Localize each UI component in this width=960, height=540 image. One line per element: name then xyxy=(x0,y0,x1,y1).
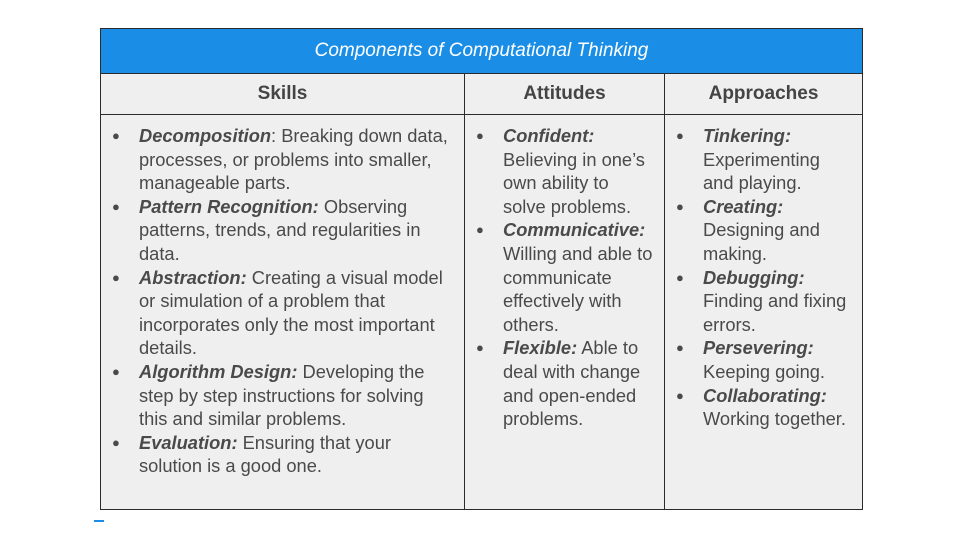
attitude-desc: Able to deal with change and open-ended problems. xyxy=(503,337,641,430)
header-approaches: Approaches xyxy=(664,73,862,115)
attitudes-list xyxy=(465,115,664,431)
skill-desc: Creating a visual model or simulation of a problem that incorporates only the most important details. xyxy=(139,266,443,359)
skill-term: Algorithm Design: xyxy=(139,360,298,382)
list-item xyxy=(109,266,456,360)
approach-desc: Working together. xyxy=(703,408,846,430)
skill-term: Abstraction: xyxy=(139,266,247,288)
list-item xyxy=(109,360,456,431)
list-item xyxy=(473,218,656,336)
skill-term: Decomposition xyxy=(139,125,272,146)
approaches-list xyxy=(665,115,862,431)
skill-desc: Observing patterns, trends, and regularities in data. xyxy=(139,195,421,264)
attitudes-cell xyxy=(464,115,664,509)
approach-term: Creating: xyxy=(703,195,784,217)
list-item xyxy=(673,266,854,337)
table-title: Components of Computational Thinking xyxy=(101,29,862,74)
approaches-cell xyxy=(664,115,862,509)
skill-desc: Ensuring that your solution is a good one. xyxy=(139,431,391,477)
approach-term: Debugging: xyxy=(703,266,805,288)
approach-desc: Keeping going. xyxy=(703,360,825,382)
approach-desc: Designing and making. xyxy=(703,219,820,264)
list-item xyxy=(473,336,656,430)
list-item xyxy=(673,336,854,383)
attitude-desc: Willing and able to communicate effectively with others. xyxy=(503,242,653,335)
skill-desc: Developing the step by step instructions for solving this and similar problems. xyxy=(139,360,425,430)
list-item xyxy=(673,124,854,195)
list-item xyxy=(109,124,456,195)
skills-list xyxy=(101,115,464,478)
header-attitudes: Attitudes xyxy=(464,73,664,115)
approach-term: Tinkering: xyxy=(703,125,792,146)
cursor-mark xyxy=(94,520,104,522)
attitude-term: Confident: xyxy=(503,125,595,146)
approach-term: Collaborating: xyxy=(703,384,827,406)
list-item xyxy=(109,195,456,266)
list-item xyxy=(673,195,854,266)
approach-desc: Experimenting and playing. xyxy=(703,148,820,194)
approach-term: Persevering: xyxy=(703,337,814,359)
attitude-desc: Believing in one’s own ability to solve problems. xyxy=(503,148,645,217)
skills-cell xyxy=(101,115,464,509)
list-item xyxy=(109,431,456,478)
approach-desc: Finding and fixing errors. xyxy=(703,290,847,335)
skill-desc: : Breaking down data, processes, or problems into smaller, manageable parts. xyxy=(139,125,448,194)
attitude-term: Communicative: xyxy=(503,219,646,241)
components-table xyxy=(100,28,863,510)
skill-term: Pattern Recognition: xyxy=(139,195,319,217)
list-item xyxy=(673,384,854,431)
list-item xyxy=(473,124,656,218)
header-skills: Skills xyxy=(101,73,464,115)
attitude-term: Flexible: xyxy=(503,337,578,359)
skill-term: Evaluation: xyxy=(139,431,238,453)
